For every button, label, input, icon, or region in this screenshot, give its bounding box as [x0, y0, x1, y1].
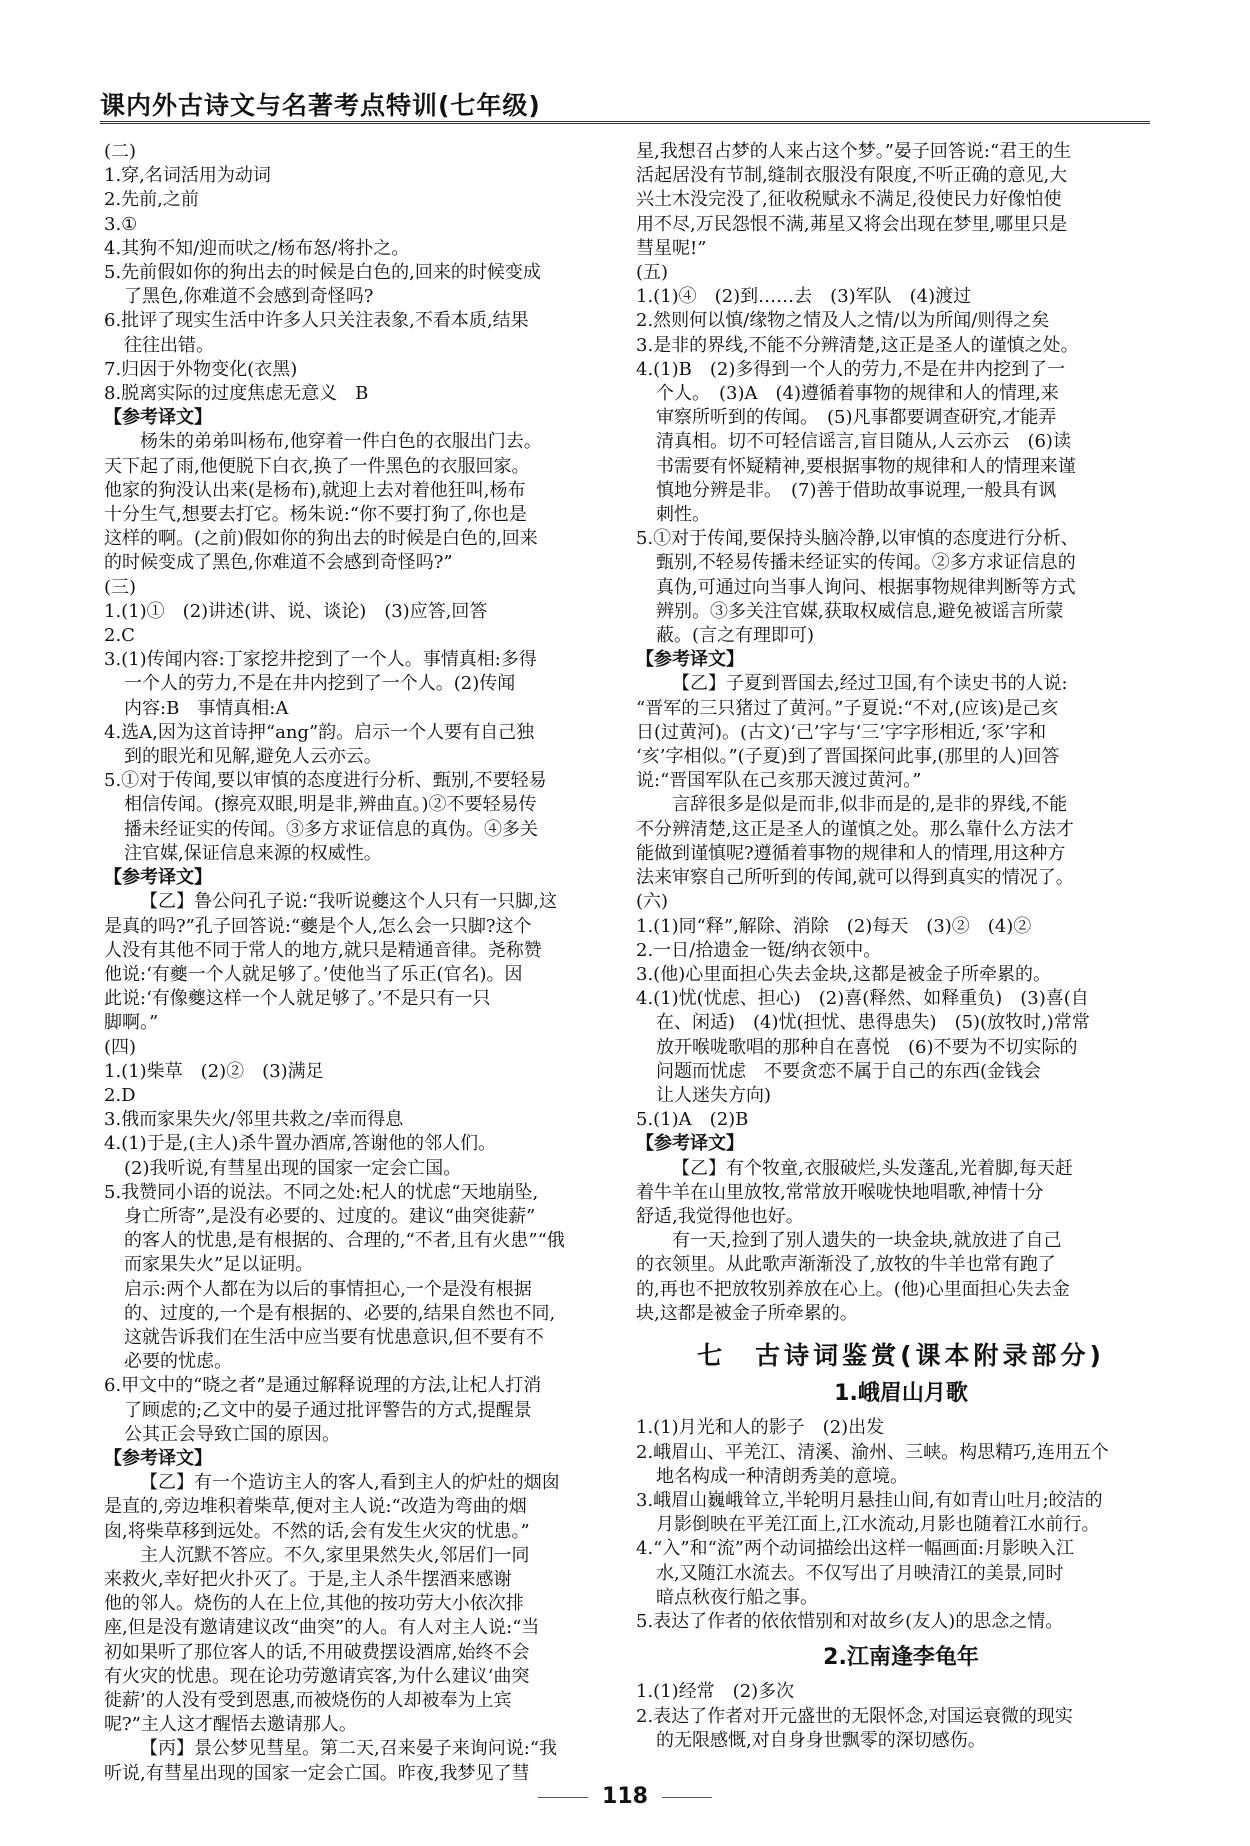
- poem1.lines-line: 月影倒映在平羌江面上,江水流动,月影也随着江水前行。: [656, 1514, 1100, 1536]
- right_a-line: 让人迷失方向): [656, 1084, 772, 1106]
- right_a-line: 【乙】有个牧童,衣服破烂,头发蓬乱,光着脚,每天赶: [672, 1157, 1073, 1179]
- poem2.lines-line: 1.(1)经常 (2)多次: [636, 1681, 795, 1703]
- right_a-line: (五): [636, 262, 669, 284]
- left-line: 囱,将柴草移到远处。不然的话,会有发生火灾的忧患。”: [104, 1520, 530, 1542]
- left-line: 5.①对于传闻,要以审慎的态度进行分析、甄别,不要轻易: [104, 770, 547, 792]
- right_a-line: 5.(1)A (2)B: [636, 1109, 749, 1131]
- left-line: 听说,有彗星出现的国家一定会亡国。昨夜,我梦见了彗: [104, 1762, 530, 1784]
- right_a-line: 2.然则何以慎/缘物之情及人之情/以为所闻/则得之矣: [636, 310, 1050, 332]
- right_a-line: 2.一日/拾遗金一铤/纳衣领中。: [636, 939, 882, 961]
- left-line: 主人沉默不答应。不久,家里果然失火,邻居们一同: [140, 1544, 530, 1566]
- right_a-line: 星,我想召占梦的人来占这个梦。”晏子回答说:“君王的生: [636, 141, 1072, 162]
- right_a-line: 法来审察自己所听到的传闻,就可以得到真实的情况了。: [636, 867, 1074, 889]
- right_a-line: 5.①对于传闻,要保持头脑冷静,以审慎的态度进行分析、: [636, 528, 1079, 550]
- poem1.lines-line: 4.“入”和“流”两个动词描绘出这样一幅画面:月影映入江: [636, 1538, 1075, 1560]
- left-line: 6.甲文中的“晓之者”是通过解释说理的方法,让杞人打消: [104, 1375, 542, 1397]
- right_a-line: 甄别,不轻易传播未经证实的传闻。②多方求证信息的: [656, 552, 1076, 574]
- header-rule: [100, 121, 1150, 124]
- left-line: 往往出错。: [124, 334, 214, 356]
- left-line: 他家的狗没认出来(是杨布),就迎上去对着他狂叫,杨布: [104, 479, 526, 501]
- left-line: 相信传闻。(擦亮双眼,明是非,辨曲直。)②不要轻易传: [124, 794, 537, 816]
- left-line: 1.穿,名词活用为动词: [104, 165, 271, 187]
- left-line: 十分生气,想要去打它。杨朱说:“你不要打狗了,你也是: [104, 504, 527, 526]
- left-line: 2.先前,之前: [104, 189, 199, 211]
- right_a-line: 蔽。(言之有理即可): [656, 625, 815, 647]
- left-line: 呢?”主人这才醒悟去邀请那人。: [104, 1714, 357, 1736]
- poem1.lines-line: 暗点秋夜行船之事。: [656, 1586, 818, 1608]
- left-line: (四): [104, 1036, 137, 1058]
- page-footer: [0, 1784, 1250, 1809]
- left-line: 初如果听了那位客人的话,不用破费摆设酒席,始终不会: [104, 1641, 530, 1663]
- left-line: 注官媒,保证信息来源的权威性。: [124, 842, 382, 864]
- right_a-line: 用不尽,万民怨恨不满,茀星又将会出现在梦里,哪里只是: [636, 213, 1068, 235]
- left-line: 【参考译文】: [104, 867, 212, 889]
- right-column: [636, 140, 1166, 1753]
- left-line: 来救火,幸好把火扑灭了。于是,主人杀牛摆酒来感谢: [104, 1568, 512, 1590]
- left-line: 播未经证实的传闻。③多方求证信息的真伪。④多关: [124, 818, 538, 840]
- left-line: 【丙】景公梦见彗星。第二天,召来晏子来询问说:“我: [140, 1738, 557, 1760]
- left-line: (二): [104, 141, 137, 162]
- right_a-line: 真伪,可通过向当事人询问、根据事物规律判断等方式: [656, 576, 1076, 598]
- left-line: 身亡所寄”,是没有必要的、过度的。建议“曲突徙薪”: [124, 1205, 536, 1227]
- section-title: 七 古诗词鉴赏(课本附录部分): [697, 1340, 1105, 1370]
- left-line: 到的眼光和见解,避免人云亦云。: [124, 746, 382, 768]
- left-line: 【参考译文】: [104, 407, 212, 429]
- left-line: 脚啊。”: [104, 1012, 159, 1034]
- left-line: 是直的,旁边堆积着柴草,便对主人说:“改造为弯曲的烟: [104, 1496, 527, 1518]
- left-line: 8.脱离实际的过度焦虑无意义 B: [104, 383, 369, 405]
- left-line: 一个人的劳力,不是在井内挖到了一个人。(2)传闻: [124, 673, 516, 695]
- right_a-line: 有一天,捡到了别人遗失的一块金块,就放进了自己: [672, 1230, 1062, 1252]
- left-line: 他的邻人。烧伤的人在上位,其他的按功劳大小依次排: [104, 1593, 524, 1615]
- right_a-line: 慎地分辨是非。 (7)善于借助故事说理,一般具有讽: [656, 479, 1057, 501]
- left-line: 了黑色,你难道不会感到奇怪吗?: [124, 286, 374, 308]
- right_a-line: 个人。 (3)A (4)遵循着事物的规律和人的情理,来: [656, 383, 1059, 405]
- left-line: 有火灾的忧患。现在论功劳邀请宾客,为什么建议‘曲突: [104, 1665, 530, 1687]
- right_a-line: 1.(1)④ (2)到……去 (3)军队 (4)渡过: [636, 286, 972, 308]
- left-line: 此说:‘有像夔这样一个人就足够了。’不是只有一只: [104, 988, 491, 1010]
- right_a-line: 3.是非的界线,不能不分辨清楚,这正是圣人的谨慎之处。: [636, 334, 1079, 356]
- left-line: 4.选A,因为这首诗押“ang”韵。启示一个人要有自己独: [104, 721, 535, 743]
- poem1-answers: [636, 1416, 1166, 1634]
- left-line: 这就告诉我们在生活中应当要有忧患意识,但不要有不: [124, 1326, 544, 1348]
- right_a-line: 审察所听到的传闻。 (5)凡事都要调查研究,才能弄: [656, 407, 1057, 429]
- left-line: 【乙】鲁公问孔子说:“我听说夔这个人只有一只脚,这: [140, 891, 557, 913]
- left-line: 2.D: [104, 1084, 136, 1106]
- right_a-line: 的衣领里。从此歌声渐渐没了,放牧的牛羊也常有跑了: [636, 1254, 1056, 1276]
- poem2-answers: [636, 1680, 1166, 1753]
- poem1.lines-line: 3.峨眉山巍峨耸立,半轮明月悬挂山间,有如青山吐月;皎洁的: [636, 1489, 1103, 1511]
- left-line: 徙薪’的人没有受到恩惠,而被烧伤的人却被奉为上宾: [104, 1690, 512, 1711]
- left-line: (三): [104, 576, 137, 598]
- right_a-line: 舒适,我觉得他也好。: [636, 1205, 804, 1227]
- left-line: 【参考译文】: [104, 1447, 212, 1469]
- left-line: 3.俄而家果失火/邻里共救之/幸而得息: [104, 1109, 404, 1131]
- left-line: 这样的啊。(之前)假如你的狗出去的时候是白色的,回来: [104, 528, 538, 550]
- right_a-line: 【参考译文】: [636, 1133, 744, 1155]
- right_a-line: 辨别。③多关注官媒,获取权威信息,避免被谣言所蒙: [656, 600, 1064, 622]
- right_a-line: 4.(1)忧(忧虑、担心) (2)喜(释然、如释重负) (3)喜(自: [636, 988, 1089, 1010]
- right_a-line: 能做到谨慎呢?遵循着事物的规律和人的情理,用这种方: [636, 842, 1066, 864]
- poem2.lines-line: 的无限感慨,对自身身世飘零的深切感伤。: [656, 1729, 986, 1751]
- left-line: 4.(1)于是,(主人)杀牛置办酒席,答谢他的邻人们。: [104, 1133, 497, 1155]
- right_a-line: 问题而忧虑 不要贪恋不属于自己的东西(金钱会: [656, 1060, 1042, 1082]
- right_a-line: (六): [636, 891, 669, 913]
- left-column: [104, 140, 634, 1786]
- left-line: 内容:B 事情真相:A: [124, 697, 289, 719]
- right_a-line: 3.(他)心里面担心失去金块,这都是被金子所牵累的。: [636, 963, 1051, 985]
- left-line: 3.(1)传闻内容:丁家挖井挖到了一个人。事情真相:多得: [104, 649, 537, 671]
- right_a-line: 放开喉咙歌唱的那种自在喜悦 (6)不要为不切实际的: [656, 1036, 1078, 1058]
- right_a-line: 言辞很多是似是而非,似非而是的,是非的界线,不能: [672, 794, 1068, 816]
- left-line: 人没有其他不同于常人的地方,就只是精通音律。尧称赞: [104, 939, 542, 961]
- left-line: 他说:‘有夔一个人就足够了。’使他当了乐正(官名)。因: [104, 963, 523, 985]
- left-line: 【乙】有一个造访主人的客人,看到主人的炉灶的烟囱: [140, 1472, 560, 1494]
- left-line: 启示:两个人都在为以后的事情担心,一个是没有根据: [124, 1278, 532, 1300]
- poem1.lines-line: 水,又随江水流去。不仅写出了月映清江的美景,同时: [656, 1562, 1064, 1584]
- footer-dash-right: [662, 1797, 712, 1798]
- left-line: 座,但是没有邀请建议改“曲突”的人。有人对主人说:“当: [104, 1617, 540, 1639]
- poem2-title: 2.江南逢李龟年: [823, 1645, 979, 1671]
- page-number: 118: [602, 1784, 648, 1809]
- right_a-line: 彗星呢!”: [636, 237, 707, 259]
- left-line: 7.归因于外物变化(衣黑): [104, 358, 298, 380]
- left-line: 杨朱的弟弟叫杨布,他穿着一件白色的衣服出门去。: [140, 431, 542, 453]
- book-title: 课内外古诗文与名著考点特训(七年级): [100, 91, 541, 120]
- left-line: 3.①: [104, 213, 138, 235]
- right_a-line: 在、闲适) (4)忧(担忧、患得患失) (5)(放牧时,)常常: [656, 1012, 1090, 1034]
- right_a-line: 不分辨清楚,这正是圣人的谨慎之处。那么靠什么方法才: [636, 818, 1074, 840]
- right_a-line: 【参考译文】: [636, 649, 744, 671]
- right_a-line: “晋军的三只猪过了黄河。”子夏说:“不对,(应该)是己亥: [636, 697, 1059, 719]
- right_a-line: 兴土木没完没了,征收税赋永不满足,役使民力好像怕使: [636, 189, 1062, 211]
- poem2.lines-line: 2.表达了作者对开元盛世的无限怀念,对国运衰微的现实: [636, 1705, 1073, 1727]
- poem1.lines-line: 2.峨眉山、平羌江、清溪、渝州、三峡。构思精巧,连用五个: [636, 1441, 1109, 1463]
- left-line: 的时候变成了黑色,你难道不会感到奇怪吗?”: [104, 552, 453, 574]
- right_a-line: 1.(1)同“释”,解除、消除 (2)每天 (3)② (4)②: [636, 915, 1032, 937]
- left-line: 的客人的忧患,是有根据的、合理的,“不者,且有火患”“俄: [124, 1230, 565, 1252]
- running-header: [100, 86, 1150, 124]
- poem1-title: 1.峨眉山月歌: [834, 1381, 968, 1407]
- right_a-line: 4.(1)B (2)多得到一个人的劳力,不是在井内挖到了一: [636, 358, 1066, 380]
- right_a-line: 刺性。: [656, 504, 710, 526]
- right_a-line: 日(过黄河)。(古文)‘己’字与‘三’字字形相近,‘豕’字和: [636, 721, 1047, 743]
- left-line: 的、过度的,一个是有根据的、必要的,结果自然也不同,: [124, 1302, 556, 1324]
- right_a-line: 清真相。切不可轻信谣言,盲目随从,人云亦云 (6)读: [656, 431, 1071, 453]
- left-line: (2)我听说,有彗星出现的国家一定会亡国。: [124, 1157, 462, 1179]
- right_a-line: 活起居没有节制,缝制衣服没有限度,不听正确的意见,大: [636, 165, 1068, 187]
- answers-continued: [636, 140, 1166, 1326]
- left-line: 5.先前假如你的狗出去的时候是白色的,回来的时候变成: [104, 262, 541, 284]
- left-line: 1.(1)① (2)讲述(讲、说、谈论) (3)应答,回答: [104, 600, 488, 622]
- right_a-line: ‘亥’字相似。”(子夏)到了晋国探问此事,(那里的人)回答: [636, 746, 1060, 768]
- right_a-line: 说:“晋国军队在己亥那天渡过黄河。”: [636, 770, 922, 792]
- left-line: 1.(1)柴草 (2)② (3)满足: [104, 1060, 324, 1082]
- left-line: 而家果失火”足以证明。: [124, 1254, 314, 1276]
- left-line: 必要的忧虑。: [124, 1351, 232, 1373]
- left-line: 4.其狗不知/迎而吠之/杨布怒/将扑之。: [104, 237, 410, 259]
- right_a-line: 书需要有怀疑精神,要根据事物的规律和人的情理来谨: [656, 455, 1076, 477]
- right_a-line: 着牛羊在山里放牧,常常放开喉咙快地唱歌,神情十分: [636, 1181, 1044, 1203]
- poem1.lines-line: 5.表达了作者的依依惜别和对故乡(友人)的思念之情。: [636, 1610, 1064, 1632]
- left-line: 5.我赞同小语的说法。不同之处:杞人的忧虑“天地崩坠,: [104, 1181, 539, 1203]
- poem1.lines-line: 1.(1)月光和人的影子 (2)出发: [636, 1417, 885, 1439]
- left-line: 公其正会导致亡国的原因。: [124, 1423, 340, 1445]
- left-line: 2.C: [104, 625, 135, 647]
- right_a-line: 块,这都是被金子所牵累的。: [636, 1302, 858, 1324]
- left-line: 6.批评了现实生活中许多人只关注表象,不看本质,结果: [104, 310, 529, 332]
- footer-dash-left: [538, 1797, 588, 1798]
- left-line: 是真的吗?”孔子回答说:“夔是个人,怎么会一只脚?这个: [104, 915, 532, 937]
- left-line: 天下起了雨,他便脱下白衣,换了一件黑色的衣服回家。: [104, 455, 530, 477]
- left-line: 了顾虑的;乙文中的晏子通过批评警告的方式,提醒景: [124, 1399, 532, 1421]
- right_a-line: 【乙】子夏到晋国去,经过卫国,有个读史书的人说:: [672, 673, 1068, 695]
- right_a-line: 的,再也不把放牧别养放在心上。(他)心里面担心失去金: [636, 1278, 1070, 1300]
- poem1.lines-line: 地名构成一种清朗秀美的意境。: [656, 1465, 908, 1487]
